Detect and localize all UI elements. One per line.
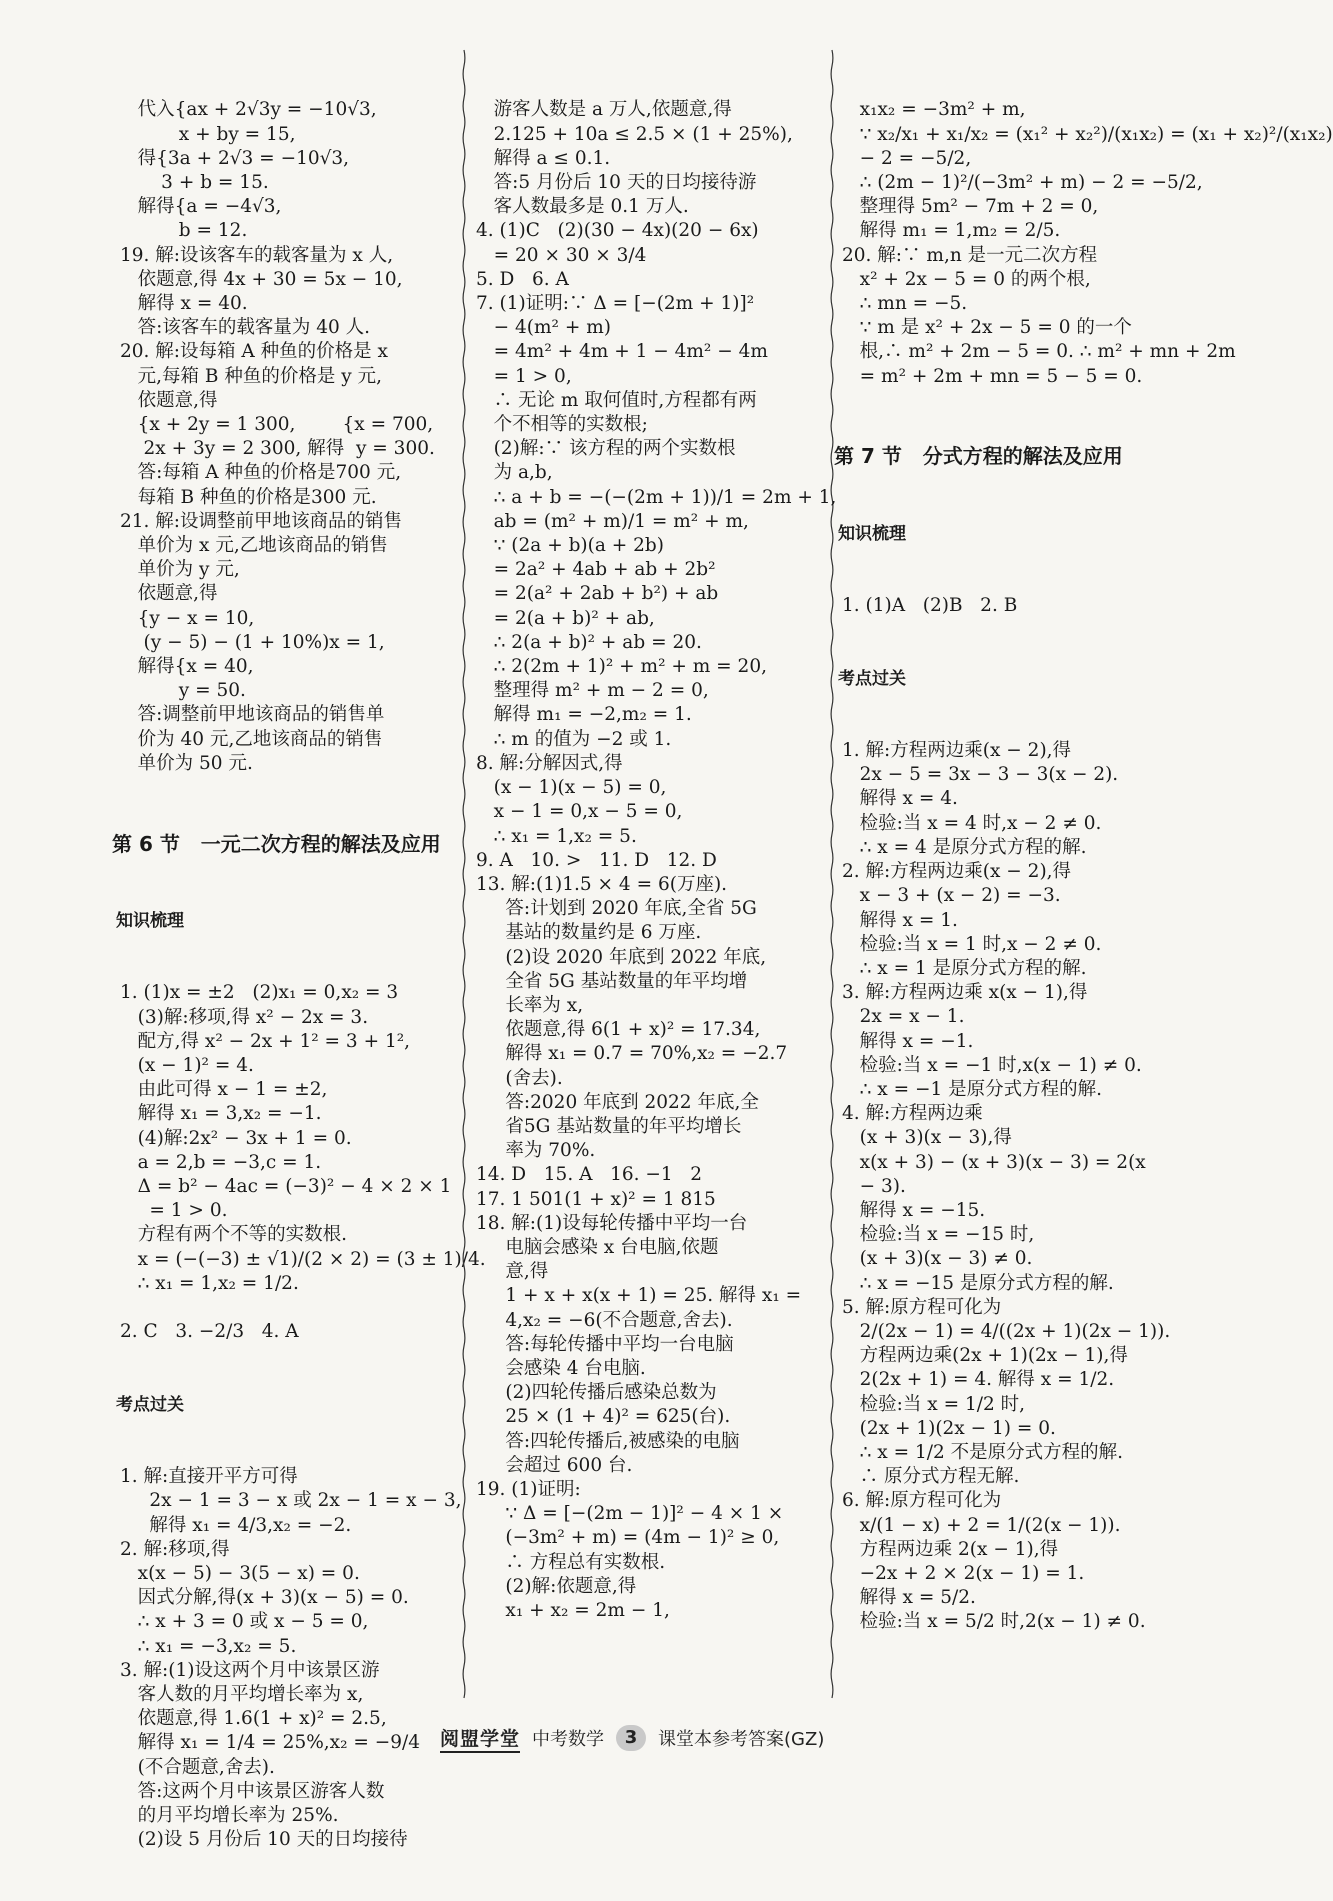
text-line: 20. 解:设每箱 A 种鱼的价格是 x — [120, 341, 388, 363]
text-line: (不合题意,舍去). — [120, 1756, 275, 1778]
text-line: (y − 5) − (1 + 10%)x = 1, — [120, 631, 385, 653]
text-line: 配方,得 x² − 2x + 1² = 3 + 1², — [120, 1030, 411, 1052]
text-line: ∴ x = 4 是原分式方程的解. — [842, 836, 1087, 858]
text-line: 1 + x + x(x + 1) = 25. 解得 x₁ = — [476, 1285, 802, 1307]
text-line: 2x + 3y = 2 300, 解得 y = 300. — [120, 438, 435, 460]
text-line: 检验:当 x = 1 时,x − 2 ≠ 0. — [842, 933, 1102, 955]
section-heading-6: 第 6 节 一元二次方程的解法及应用 — [112, 831, 441, 856]
page-footer — [440, 1722, 824, 1754]
text-line: 得{3a + 2√3 = −10√3, — [120, 147, 350, 169]
text-line: 答:计划到 2020 年底,全省 5G — [476, 898, 757, 920]
subheading-exercises: 考点过关 — [116, 1394, 184, 1415]
text-line: 2. 解:方程两边乘(x − 2),得 — [842, 861, 1072, 883]
text-line: 单价为 y 元, — [120, 559, 240, 581]
text-line: 解得 a ≤ 0.1. — [476, 147, 611, 169]
text-line: 2x − 5 = 3x − 3 − 3(x − 2). — [842, 764, 1119, 786]
text-line: y = 50. — [120, 680, 246, 702]
text-line: {y − x = 10, — [120, 607, 255, 629]
text-line: x + by = 15, — [120, 123, 296, 145]
text-line: x(x − 5) − 3(5 − x) = 0. — [120, 1562, 360, 1584]
text-line: 1. 解:方程两边乘(x − 2),得 — [842, 740, 1072, 762]
text-line: 18. 解:(1)设每轮传播中平均一台 — [476, 1212, 748, 1234]
text-line: = m² + 2m + mn = 5 − 5 = 0. — [842, 365, 1143, 387]
text-line: Δ = b² − 4ac = (−3)² − 4 × 2 × 1 — [120, 1175, 452, 1197]
text-line: ∴ x = −15 是原分式方程的解. — [842, 1272, 1114, 1294]
text-line: 客人数的月平均增长率为 x, — [120, 1683, 364, 1705]
text-line: 4. (1)C (2)(30 − 4x)(20 − 6x) — [476, 220, 759, 242]
text-line: 答:2020 年底到 2022 年底,全 — [476, 1091, 759, 1113]
text-line: 2x = x − 1. — [842, 1006, 965, 1028]
text-line: ∴ x₁ = 1,x₂ = 5. — [476, 825, 637, 847]
text-line: − 2 = −5/2, — [842, 147, 972, 169]
text-line: 2(2x + 1) = 4. 解得 x = 1/2. — [842, 1369, 1115, 1391]
text-line: 解得 m₁ = −2,m₂ = 1. — [476, 704, 692, 726]
text-line: 由此可得 x − 1 = ±2, — [120, 1079, 328, 1101]
text-line: 价为 40 元,乙地该商品的销售 — [120, 728, 383, 750]
text-line: (2)解:依题意,得 — [476, 1575, 637, 1597]
text-line: 单价为 x 元,乙地该商品的销售 — [120, 535, 388, 557]
text-line: 20. 解:∵ m,n 是一元二次方程 — [842, 244, 1098, 266]
text-line: (2x + 1)(2x − 1) = 0. — [842, 1417, 1056, 1439]
text-line: ∴ x = −1 是原分式方程的解. — [842, 1078, 1103, 1100]
text-line: 率为 70%. — [476, 1140, 596, 1162]
text-line: x(x + 3) − (x + 3)(x − 3) = 2(x — [842, 1151, 1146, 1173]
text-line: 检验:当 x = 4 时,x − 2 ≠ 0. — [842, 812, 1102, 834]
text-line: 依题意,得 — [120, 389, 218, 411]
text-line: 检验:当 x = 5/2 时,2(x − 1) ≠ 0. — [842, 1611, 1146, 1633]
text-line: (x + 3)(x − 3) ≠ 0. — [842, 1248, 1033, 1270]
text-line: 检验:当 x = 1/2 时, — [842, 1393, 1025, 1415]
text-line: 的月平均增长率为 25%. — [120, 1805, 339, 1826]
text-line: ∴ 方程总有实数根. — [476, 1551, 666, 1573]
text-line: 会超过 600 台. — [476, 1454, 633, 1476]
text-line: ∴ 2(2m + 1)² + m² + m = 20, — [476, 656, 767, 678]
text-line: 长率为 x, — [476, 994, 584, 1016]
text-line: 答:这两个月中该景区游客人数 — [120, 1780, 385, 1802]
text-line — [120, 1296, 455, 1320]
column-right-block-1 — [842, 98, 1333, 388]
text-line: ∴ m 的值为 −2 或 1. — [476, 728, 672, 750]
text-line: (x − 1)² = 4. — [120, 1054, 254, 1076]
text-line: ∴ x₁ = 1,x₂ = 1/2. — [120, 1272, 299, 1294]
text-line: ∴ x = 1 是原分式方程的解. — [842, 957, 1087, 979]
text-line: x − 1 = 0,x − 5 = 0, — [476, 801, 683, 823]
text-line: (2)设 5 月份后 10 天的日均接待 — [120, 1829, 408, 1851]
page-number: 3 — [616, 1725, 646, 1751]
text-line: (2)设 2020 年底到 2022 年底, — [476, 946, 767, 968]
text-line: 2/(2x − 1) = 4/((2x + 1)(2x − 1)). — [842, 1320, 1171, 1342]
text-line: 客人数最多是 0.1 万人. — [476, 196, 689, 218]
text-line: (−3m² + m) = (4m − 1)² ≥ 0, — [476, 1527, 780, 1549]
text-line: (x − 1)(x − 5) = 0, — [476, 777, 667, 799]
text-line: 解得 x₁ = 3,x₂ = −1. — [120, 1103, 322, 1125]
column-left-block-2 — [120, 981, 486, 1344]
subheading-knowledge: 知识梳理 — [116, 910, 184, 931]
text-line: 游客人数是 a 万人,依题意,得 — [476, 99, 732, 121]
column-middle-block-1 — [476, 98, 837, 1623]
text-line: 17. 1 501(1 + x)² = 1 815 — [476, 1188, 716, 1210]
text-line: 14. D 15. A 16. −1 2 — [476, 1164, 703, 1186]
text-line: 根,∴ m² + 2m − 5 = 0. ∴ m² + mn + 2m — [842, 341, 1236, 363]
text-line: 2.125 + 10a ≤ 2.5 × (1 + 25%), — [476, 123, 793, 145]
text-line: 每箱 B 种鱼的价格是300 元. — [120, 486, 377, 508]
text-line: 检验:当 x = −15 时, — [842, 1224, 1035, 1246]
column-right — [834, 50, 1333, 1683]
text-line: 解得 x = 40. — [120, 293, 248, 315]
text-line: 5. D 6. A — [476, 268, 569, 290]
text-line: x/(1 − x) + 2 = 1/(2(x − 1)). — [842, 1514, 1121, 1536]
subheading-exercises-7: 考点过关 — [838, 668, 906, 689]
text-line: 解得 x = 1. — [842, 909, 958, 931]
text-line: 依题意,得 6(1 + x)² = 17.34, — [476, 1019, 761, 1041]
text-line: 代入{ax + 2√3y = −10√3, — [120, 99, 377, 121]
text-line: = 2(a² + 2ab + b²) + ab — [476, 583, 719, 605]
text-line: 9. A 10. > 11. D 12. D — [476, 849, 717, 871]
text-line: 单价为 50 元. — [120, 752, 253, 774]
text-line: 6. 解:原方程可化为 — [842, 1490, 1002, 1512]
text-line: ∴ a + b = −(−(2m + 1))/1 = 2m + 1, — [476, 486, 837, 508]
text-line: 1. (1)A (2)B 2. B — [842, 595, 1018, 617]
text-line: 整理得 5m² − 7m + 2 = 0, — [842, 196, 1099, 218]
text-line: ∴ x = 1/2 不是原分式方程的解. — [842, 1441, 1124, 1463]
text-line: = 20 × 30 × 3/4 — [476, 244, 647, 266]
text-line: 为 a,b, — [476, 462, 553, 484]
text-line: 5. 解:原方程可化为 — [842, 1296, 1002, 1318]
subheading-knowledge-7: 知识梳理 — [838, 523, 906, 544]
text-line: ∴ 原分式方程无解. — [842, 1466, 1020, 1488]
text-line: 解得 x₁ = 1/4 = 25%,x₂ = −9/4 — [120, 1732, 421, 1754]
text-line: 意,得 — [476, 1261, 549, 1283]
text-line: 4,x₂ = −6(不合题意,舍去). — [476, 1309, 733, 1331]
text-line: 答:四轮传播后,被感染的电脑 — [476, 1430, 740, 1452]
text-line: 基站的数量约是 6 万座. — [476, 922, 702, 944]
text-line: ∵ x₂/x₁ + x₁/x₂ = (x₁² + x₂²)/(x₁x₂) = (x₁ + x₂)²/(x₁x₂) — [842, 123, 1333, 145]
text-line: a = 2,b = −3,c = 1. — [120, 1151, 322, 1173]
text-line: ∴ 无论 m 取何值时,方程都有两 — [476, 389, 757, 411]
column-divider-2 — [830, 50, 834, 1690]
column-middle — [476, 50, 837, 1672]
text-line: 解得 x₁ = 0.7 = 70%,x₂ = −2.7 — [476, 1043, 788, 1065]
text-line: ab = (m² + m)/1 = m² + m, — [476, 510, 749, 532]
text-line: 方程两边乘(2x + 1)(2x − 1),得 — [842, 1345, 1128, 1367]
column-right-block-2 — [842, 594, 1222, 618]
text-line: (2)四轮传播后感染总数为 — [476, 1382, 717, 1404]
text-line: (2)解:∵ 该方程的两个实数根 — [476, 438, 736, 460]
text-line: 解得{x = 40, — [120, 656, 254, 678]
footer-label: 课堂本参考答案(GZ) — [658, 1729, 825, 1750]
section-heading-7: 第 7 节 分式方程的解法及应用 — [834, 444, 1123, 469]
text-line: 解得 x = −1. — [842, 1030, 974, 1052]
text-line: 1. 解:直接开平方可得 — [120, 1466, 298, 1488]
column-left-block-1 — [120, 98, 455, 776]
text-line: 答:每轮传播中平均一台电脑 — [476, 1333, 734, 1355]
text-line: 依题意,得 — [120, 583, 218, 605]
text-line: 25 × (1 + 4)² = 625(台). — [476, 1406, 731, 1428]
text-line: 解得 x = 4. — [842, 788, 958, 810]
column-divider-1 — [462, 50, 466, 1690]
text-line: 解得 x = 5/2. — [842, 1587, 976, 1609]
text-line: {x + 2y = 1 300, {x = 700, — [120, 414, 434, 436]
footer-subject: 中考数学 — [532, 1729, 605, 1750]
text-line: 2. 解:移项,得 — [120, 1538, 230, 1560]
text-line: ∴ x + 3 = 0 或 x − 5 = 0, — [120, 1611, 369, 1633]
text-line: 个不相等的实数根; — [476, 414, 648, 436]
text-line: ∵ Δ = [−(2m − 1)]² − 4 × 1 × — [476, 1503, 784, 1525]
text-line: 整理得 m² + m − 2 = 0, — [476, 680, 709, 702]
text-line: 会感染 4 台电脑. — [476, 1357, 646, 1379]
text-line: 21. 解:设调整前甲地该商品的销售 — [120, 510, 403, 532]
text-line: 检验:当 x = −1 时,x(x − 1) ≠ 0. — [842, 1054, 1142, 1076]
text-line: 解得 m₁ = 1,m₂ = 2/5. — [842, 220, 1061, 242]
text-line: 方程两边乘 2(x − 1),得 — [842, 1538, 1059, 1560]
text-line: 3. 解:方程两边乘 x(x − 1),得 — [842, 982, 1088, 1004]
text-line: 解得 x₁ = 4/3,x₂ = −2. — [120, 1514, 352, 1536]
text-line: 4. 解:方程两边乘 — [842, 1103, 983, 1125]
text-line: ∴ x₁ = −3,x₂ = 5. — [120, 1635, 297, 1657]
text-line: 解得 x = −15. — [842, 1199, 986, 1221]
text-line: ∵ m 是 x² + 2x − 5 = 0 的一个 — [842, 317, 1132, 339]
text-line: 依题意,得 1.6(1 + x)² = 2.5, — [120, 1708, 387, 1730]
text-line: −2x + 2 × 2(x − 1) = 1. — [842, 1562, 1085, 1584]
text-line: 1. (1)x = ±2 (2)x₁ = 0,x₂ = 3 — [120, 982, 399, 1004]
text-line: x − 3 + (x − 2) = −3. — [842, 885, 1061, 907]
text-line: − 4(m² + m) — [476, 317, 611, 339]
text-line: 3 + b = 15. — [120, 172, 269, 194]
text-line: (舍去). — [476, 1067, 563, 1089]
text-line: 因式分解,得(x + 3)(x − 5) = 0. — [120, 1587, 409, 1609]
text-line: 全省 5G 基站数量的年平均增 — [476, 970, 748, 992]
text-line: 答:每箱 A 种鱼的价格是700 元, — [120, 462, 402, 484]
column-right-block-3 — [842, 739, 1222, 1635]
column-left-block-3 — [120, 1465, 462, 1852]
text-line: = 1 > 0, — [476, 365, 572, 387]
text-line: 19. (1)证明: — [476, 1478, 581, 1500]
text-line: 2x − 1 = 3 − x 或 2x − 1 = x − 3, — [120, 1490, 462, 1512]
text-line: ∴ mn = −5. — [842, 293, 968, 315]
text-line: 3. 解:(1)设这两个月中该景区游 — [120, 1659, 380, 1681]
text-line: (x + 3)(x − 3),得 — [842, 1127, 1012, 1149]
text-line: = 2(a + b)² + ab, — [476, 607, 655, 629]
text-line: x = (−(−3) ± √1)/(2 × 2) = (3 ± 1)/4. — [120, 1248, 486, 1270]
text-line: 19. 解:设该客车的载客量为 x 人, — [120, 244, 394, 266]
text-line: ∴ 2(a + b)² + ab = 20. — [476, 631, 702, 653]
text-line: = 1 > 0. — [120, 1200, 228, 1222]
text-line: 7. (1)证明:∵ Δ = [−(2m + 1)]² — [476, 293, 755, 315]
text-line: x₁x₂ = −3m² + m, — [842, 99, 1026, 121]
text-line: 答:5 月份后 10 天的日均接待游 — [476, 172, 757, 194]
text-line: = 2a² + 4ab + ab + 2b² — [476, 559, 716, 581]
text-line: − 3). — [842, 1175, 906, 1197]
text-line: ∵ (2a + b)(a + 2b) — [476, 535, 664, 557]
text-line: 8. 解:分解因式,得 — [476, 752, 623, 774]
text-line: 13. 解:(1)1.5 × 4 = 6(万座). — [476, 873, 728, 895]
brand-logo: 阅盟学堂 — [440, 1724, 520, 1753]
text-line: b = 12. — [120, 220, 248, 242]
text-line: x₁ + x₂ = 2m − 1, — [476, 1600, 670, 1621]
text-line: 电脑会感染 x 台电脑,依题 — [476, 1236, 719, 1258]
text-line: 答:调整前甲地该商品的销售单 — [120, 704, 385, 726]
text-line: 方程有两个不等的实数根. — [120, 1224, 348, 1246]
text-line: x² + 2x − 5 = 0 的两个根, — [842, 268, 1091, 290]
text-line: (3)解:移项,得 x² − 2x = 3. — [120, 1006, 369, 1028]
text-line: 依题意,得 4x + 30 = 5x − 10, — [120, 268, 403, 290]
text-line: (4)解:2x² − 3x + 1 = 0. — [120, 1127, 352, 1149]
text-line: ∴ (2m − 1)²/(−3m² + m) − 2 = −5/2, — [842, 172, 1203, 194]
text-line: 2. C 3. −2/3 4. A — [120, 1321, 299, 1343]
text-line: 解得{a = −4√3, — [120, 196, 282, 218]
text-line: 元,每箱 B 种鱼的价格是 y 元, — [120, 365, 382, 387]
text-line: 答:该客车的载客量为 40 人. — [120, 317, 371, 339]
text-line: 省5G 基站数量的年平均增长 — [476, 1115, 742, 1137]
text-line: = 4m² + 4m + 1 − 4m² − 4m — [476, 341, 768, 363]
